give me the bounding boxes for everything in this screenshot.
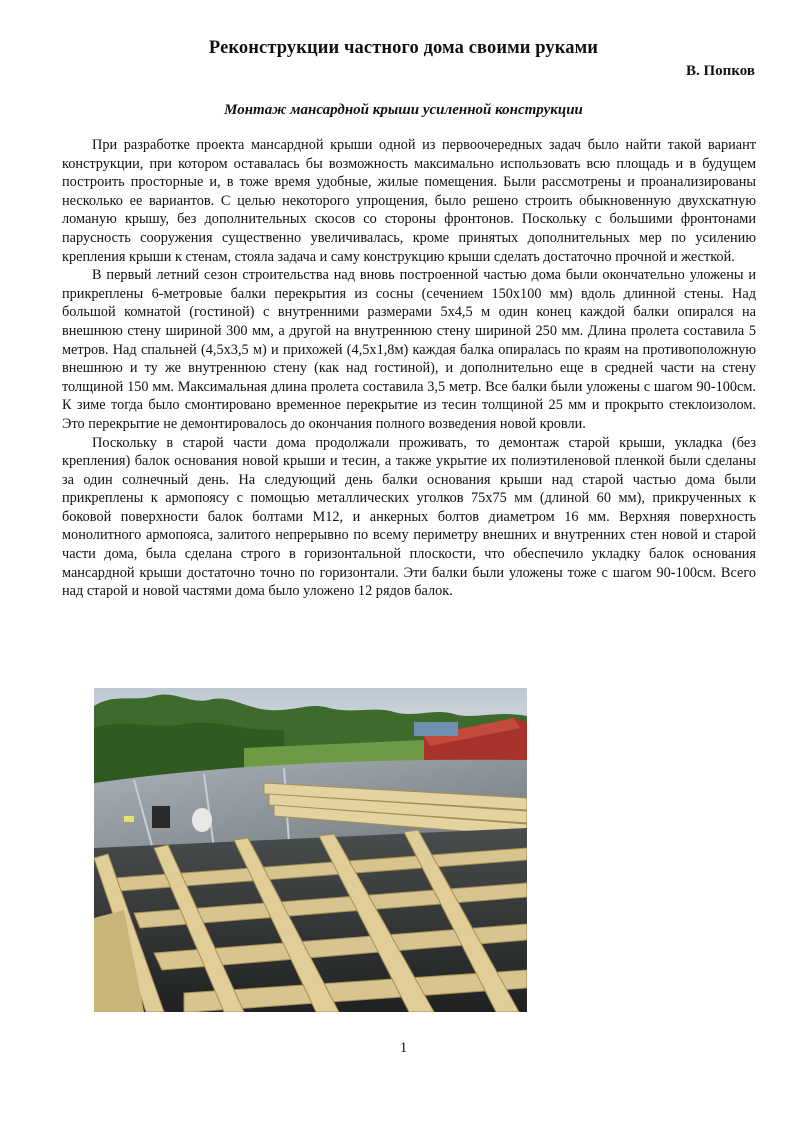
photo-illustration: [94, 688, 527, 1012]
paragraph: В первый летний сезон строительства над вновь построенной частью дома были окончательно уложены и прикреплены 6-метровые балки перекрытия из сосны (сечением 150х100 мм) вдоль длинной стены. Над большой комнатой (гостиной) с внутренними размерами 5х4,5 м один конец каждой балки опирался на внешнюю стену шириной 300 мм, а другой на внутреннюю стену шириной 250 мм. Длина пролета составила 5 метров. Над спальней (4,5х3,5 м) и прихожей (4,5х1,8м) каждая балка опиралась по краям на противоположную внешнюю и ту же внутреннюю стену (как над гостиной), и дополнительно еще в средней части на стену толщиной 150 мм. Максимальная длина пролета составила 3,5 метр. Все балки были уложены с шагом 90-100см. К зиме тогда было смонтировано временное перекрытие из тесин толщиной 25 мм и прокрыто стеклоизолом. Это перекрытие не демонтировалось до окончания полного возведения новой кровли.: [62, 267, 756, 432]
paragraph: При разработке проекта мансардной крыши одной из первоочередных задач было найти такой вариант конструкции, при котором оставалась бы возможность максимально использовать всю площадь и в будущем построить просторные и, в тоже время удобные, жилые помещения. Были рассмотрены и проанализированы несколько ее вариантов. С целью некоторого упрощения, было решено строить обыкновенную двухскатную ломаную крышу, без дополнительных скосов со стороны фронтонов. Поскольку с большими фронтонами парусность сооружения существенно увеличивалась, кроме принятых дополнительных мер по усилению крепления крыши к стенам, стояла задача и саму конструкцию крыши сделать достаточно прочной и жесткой.: [62, 137, 756, 265]
page-number: 1: [399, 1040, 408, 1056]
roof-construction-photo: [94, 688, 527, 1012]
body-text: [62, 136, 756, 601]
section-subtitle: Монтаж мансардной крыши усиленной конструкции: [224, 102, 583, 118]
author-name: В. Попков: [686, 63, 755, 79]
document-title: Реконструкции частного дома своими руками: [208, 38, 599, 58]
paragraph: Поскольку в старой части дома продолжали проживать, то демонтаж старой крыши, укладка (без крепления) балок основания новой крыши и тесин, а также укрытие их полиэтиленовой пленкой были сделаны за один солнечный день. На следующий день балки основания крыши над старой частью дома были прикреплены к армопоясу с помощью металлических уголков 75х75 мм (длиной 60 мм), прикрученных к боковой поверхности балок болтами М12, и анкерных болтов диаметром 16 мм. Верхняя поверхность монолитного армопояса, залитого непрерывно по всему периметру внешних и внутренних стен новой и старой части дома, была сделана строго в горизонтальной плоскости, что обеспечило укладку балок основания мансардной крыши достаточно точно по горизонтали. Эти балки были уложены тоже с шагом 90-100см. Всего над старой и новой частями дома было уложено 12 рядов балок.: [62, 434, 756, 600]
